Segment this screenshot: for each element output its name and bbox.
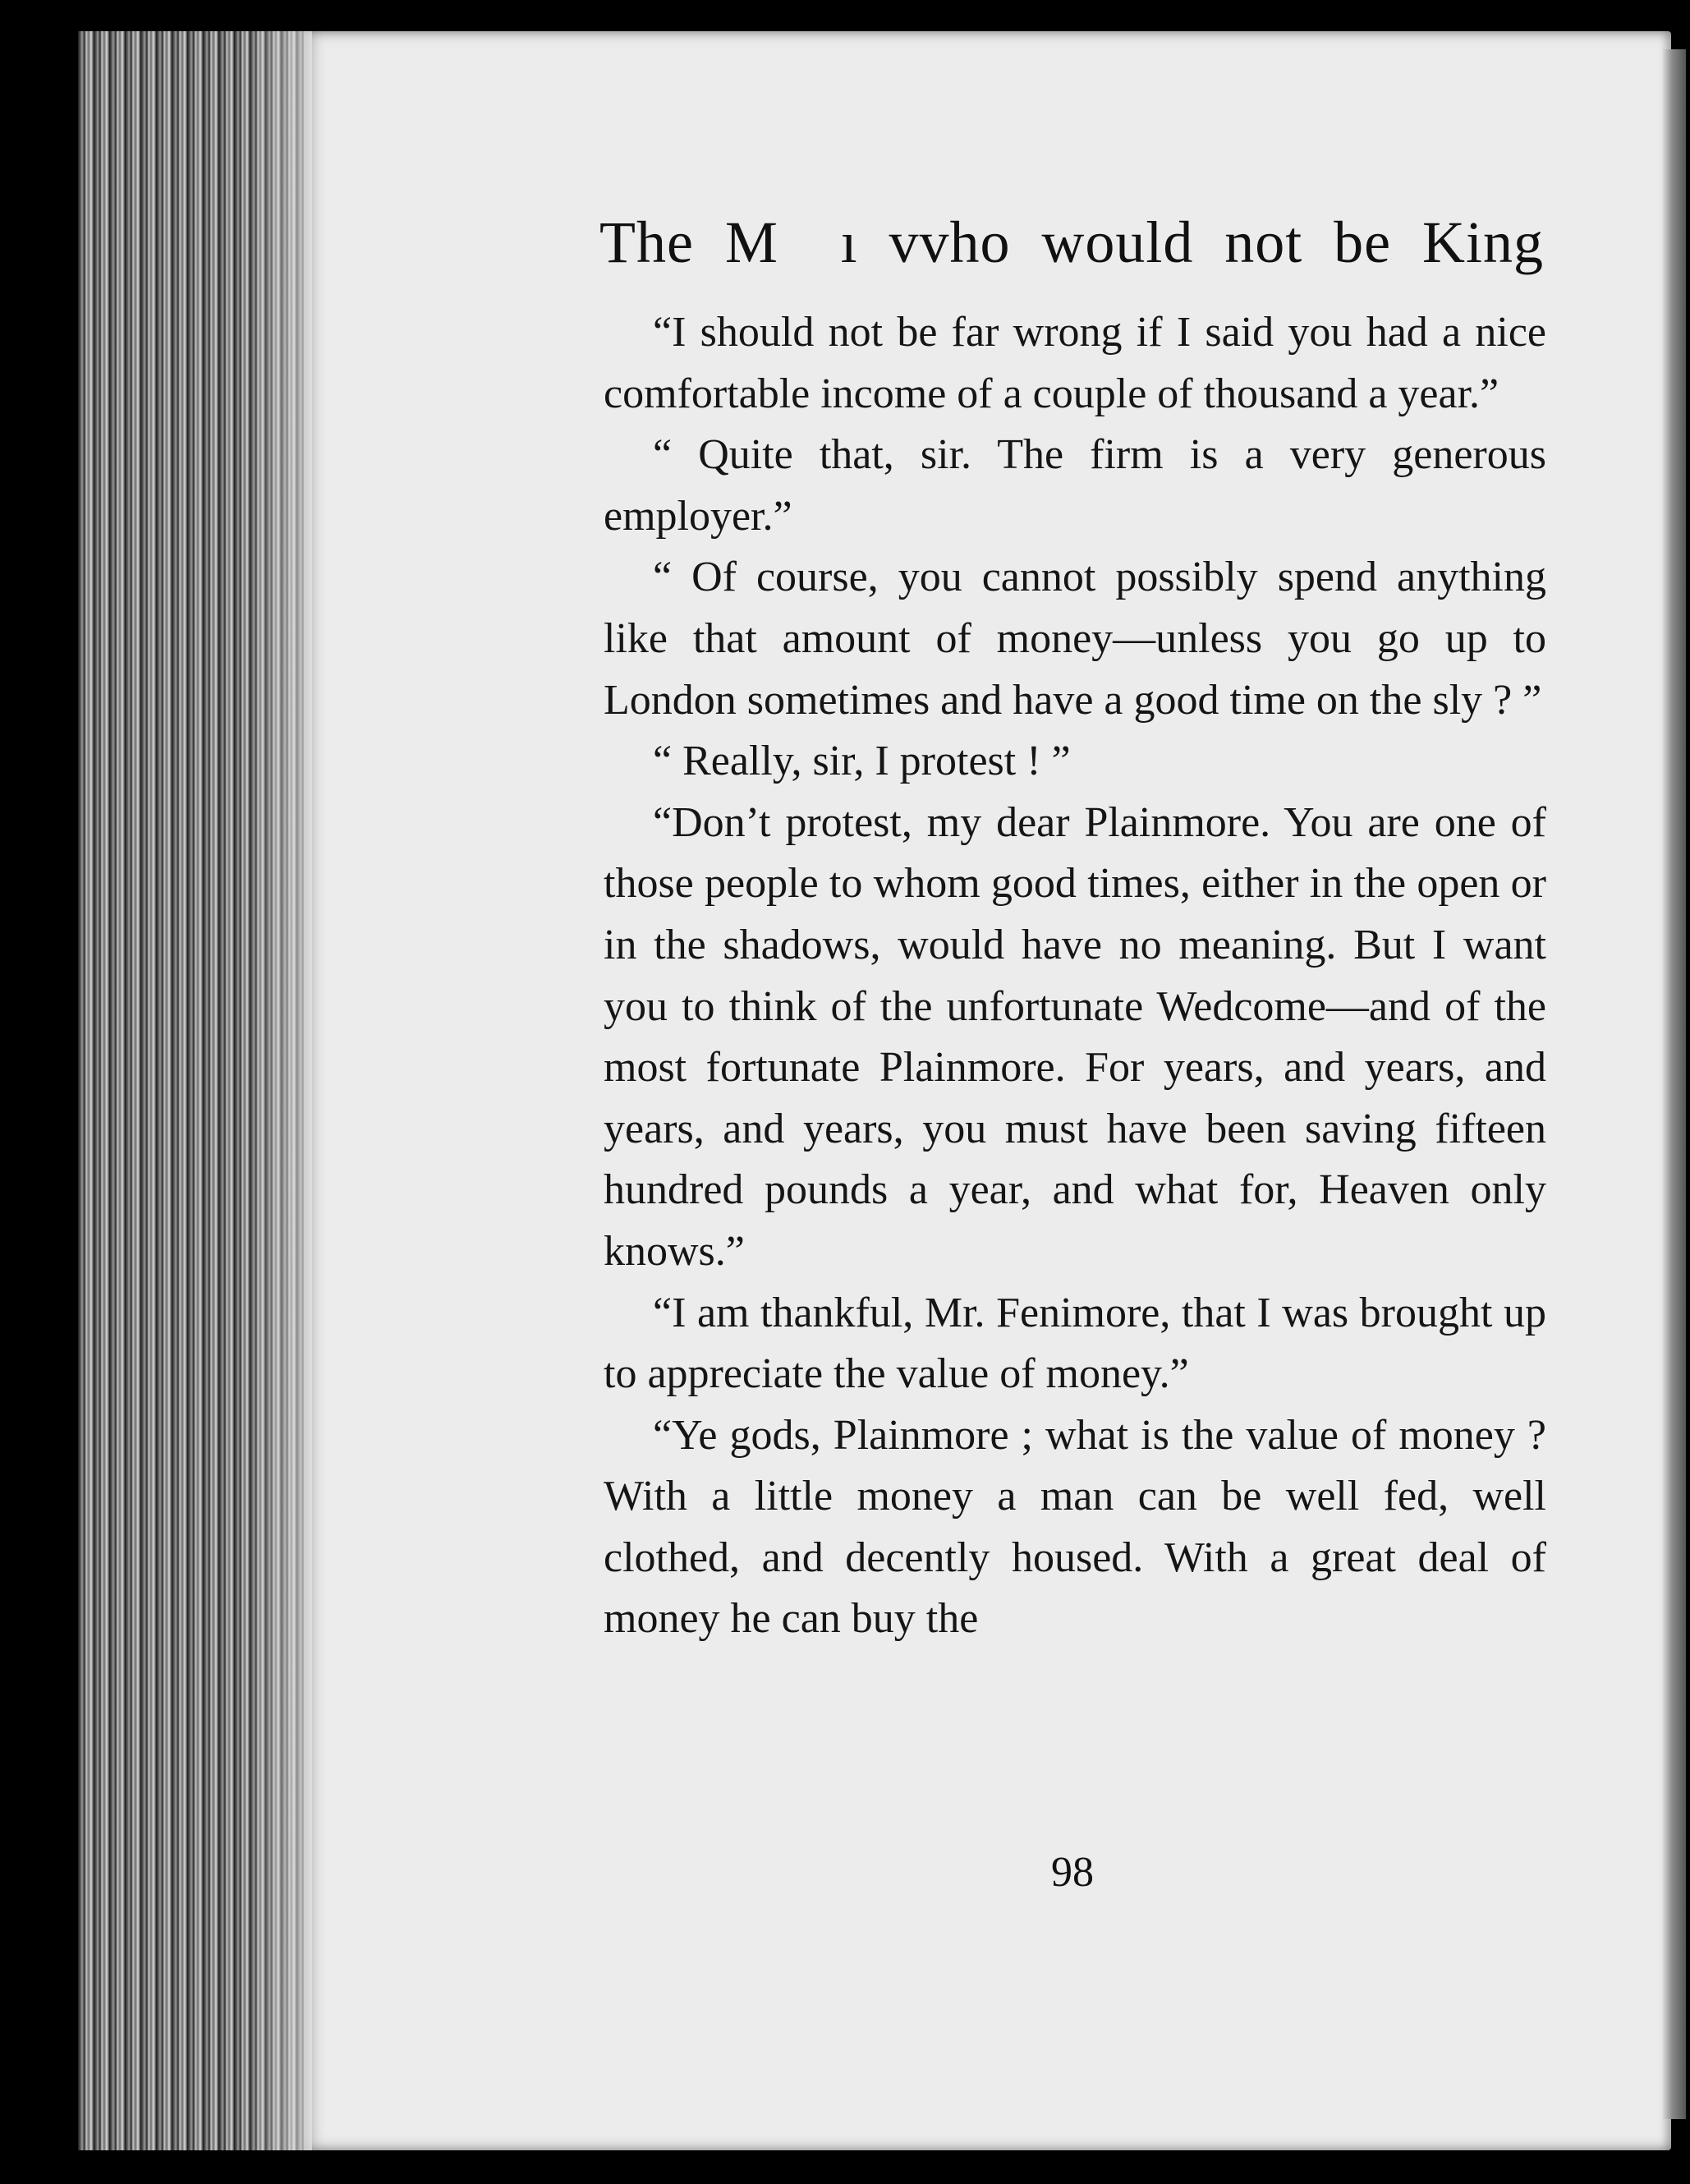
page-number: 98: [1051, 1849, 1094, 1896]
page-gutter-shadow: [246, 31, 312, 2150]
paragraph: “I should not be far wrong if I said you had a nice comfortable income of a couple of thousand a year.”: [604, 309, 1546, 417]
paragraph: “ Of course, you cannot possibly spend anything like that amount of money—unless you go up to London sometimes and have a good time on the sly ? ”: [604, 554, 1546, 724]
paragraph: “ Really, sir, I protest ! ”: [653, 738, 1071, 785]
body-text: [604, 302, 1546, 1650]
book-right-edge: [1663, 49, 1686, 2119]
paragraph: “Ye gods, Plainmore ; what is the value of money ? With a little money a man can be well fed, well clothed, and decently housed. With a great deal of money he can buy the: [604, 1411, 1546, 1643]
paragraph: “ Quite that, sir. The firm is a very generous employer.”: [604, 431, 1546, 540]
paragraph: “I am thankful, Mr. Fenimore, that I was brought up to appreciate the value of money.”: [604, 1289, 1546, 1398]
running-head: The M ı ᴠᴠho would not be King: [599, 209, 1544, 275]
paragraph: “Don’t protest, my dear Plainmore. You are one of those people to whom good times, either in the open or in the shadows, would have no meaning. But I want you to think of the unfortunate Wedcome—and of the most fortunate Plainmore. For years, and years, and years, and years, you must have been saving fifteen hundred pounds a year, and what for, Heaven only knows.”: [604, 798, 1546, 1275]
